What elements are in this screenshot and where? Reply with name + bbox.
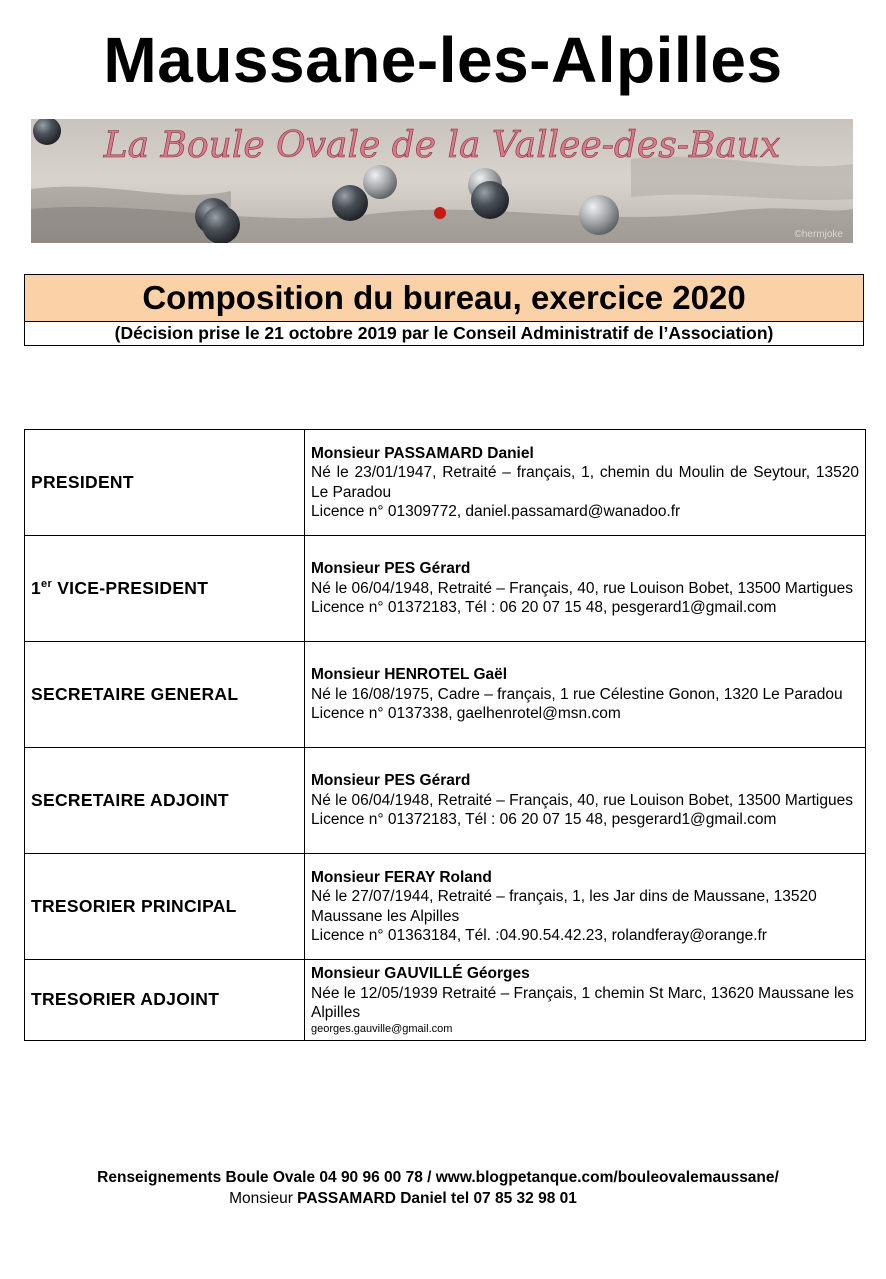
member-licence: Licence n° 01372183, Tél : 06 20 07 15 48, pesgerard1@gmail.com: [311, 811, 777, 829]
section-subtitle: (Décision prise le 21 octobre 2019 par le Conseil Administratif de l’Association): [114, 323, 774, 343]
member-email: georges.gauville@gmail.com: [311, 1022, 453, 1035]
member-info-cell: [305, 642, 866, 748]
footer: [0, 1167, 886, 1209]
member-name: Monsieur PES Gérard: [311, 560, 471, 578]
footer-president-phone: PASSAMARD Daniel tel 07 85 32 98 01: [297, 1190, 577, 1207]
role-cell: [25, 642, 305, 748]
role-label: SECRETAIRE GENERAL: [31, 684, 239, 704]
role-superscript: er: [41, 578, 53, 591]
table-row: [25, 642, 866, 748]
petanque-banner-image: [31, 119, 853, 243]
role-label: TRESORIER PRINCIPAL: [31, 896, 237, 916]
footer-contact-line: Renseignements Boule Ovale 04 90 96 00 78 / www.blogpetanque.com/bouleovalemaussane/: [97, 1169, 779, 1186]
member-info-cell: [305, 430, 866, 536]
banner-text: La Boule Ovale de la Vallee-des-Baux: [103, 125, 781, 166]
member-licence: Licence n° 01363184, Tél. :04.90.54.42.23, rolandferay@orange.fr: [311, 927, 767, 944]
member-info-cell: [305, 748, 866, 854]
role-cell: [25, 854, 305, 960]
member-licence: Licence n° 0137338, gaelhenrotel@msn.com: [311, 705, 621, 723]
footer-president-line: [0, 1188, 886, 1209]
role-cell: [25, 748, 305, 854]
member-details: Né le 16/08/1975, Cadre – français, 1 rue Célestine Gonon, 1320 Le Paradou: [311, 685, 843, 703]
role-cell: [25, 430, 305, 536]
member-info-cell: [305, 536, 866, 642]
page-title: Maussane-les-Alpilles: [103, 24, 783, 96]
member-name: Monsieur PASSAMARD Daniel: [311, 444, 534, 462]
role-cell: [25, 536, 305, 642]
role-label: VICE-PRESIDENT: [52, 578, 209, 598]
header-box: [24, 274, 864, 346]
role-label: PRESIDENT: [31, 472, 134, 492]
section-title: Composition du bureau, exercice 2020: [25, 275, 863, 322]
banner-photo: [31, 119, 853, 243]
footer-prefix: Monsieur: [229, 1190, 298, 1207]
bureau-table: [24, 429, 866, 1041]
table-row: [25, 960, 866, 1041]
member-info-cell: [305, 854, 866, 960]
member-name: Monsieur GAUVILLÉ Géorges: [311, 965, 530, 982]
table-row: [25, 536, 866, 642]
member-licence: Licence n° 01309772, daniel.passamard@wanadoo.fr: [311, 503, 681, 520]
member-name: Monsieur PES Gérard: [311, 772, 471, 790]
member-details: Né le 06/04/1948, Retraité – Français, 40, rue Louison Bobet, 13500 Martigues: [311, 791, 853, 809]
member-licence: Licence n° 01372183, Tél : 06 20 07 15 48, pesgerard1@gmail.com: [311, 599, 777, 617]
table-row: [25, 430, 866, 536]
member-details: Né le 23/01/1947, Retraité – français, 1, chemin du Moulin de Seytour, 13520 Le Paradou: [311, 464, 859, 501]
member-name: Monsieur FERAY Roland: [311, 868, 492, 886]
role-cell: [25, 960, 305, 1041]
role-number: 1: [31, 578, 42, 598]
member-details: Née le 12/05/1939 Retraité – Français, 1 chemin St Marc, 13620 Maussane les Alpilles: [311, 984, 854, 1021]
banner-watermark: ©hermjoke: [794, 229, 843, 240]
member-details: Né le 06/04/1948, Retraité – Français, 40, rue Louison Bobet, 13500 Martigues: [311, 579, 853, 597]
role-label: TRESORIER ADJOINT: [31, 989, 220, 1010]
table-row: [25, 854, 866, 960]
member-name: Monsieur HENROTEL Gaël: [311, 666, 508, 684]
member-info-cell: [305, 960, 866, 1041]
role-label: SECRETAIRE ADJOINT: [31, 790, 229, 810]
member-details: Né le 27/07/1944, Retraité – français, 1, les Jar dins de Maussane, 13520 Maussane les Alpilles: [311, 888, 817, 925]
table-row: [25, 748, 866, 854]
